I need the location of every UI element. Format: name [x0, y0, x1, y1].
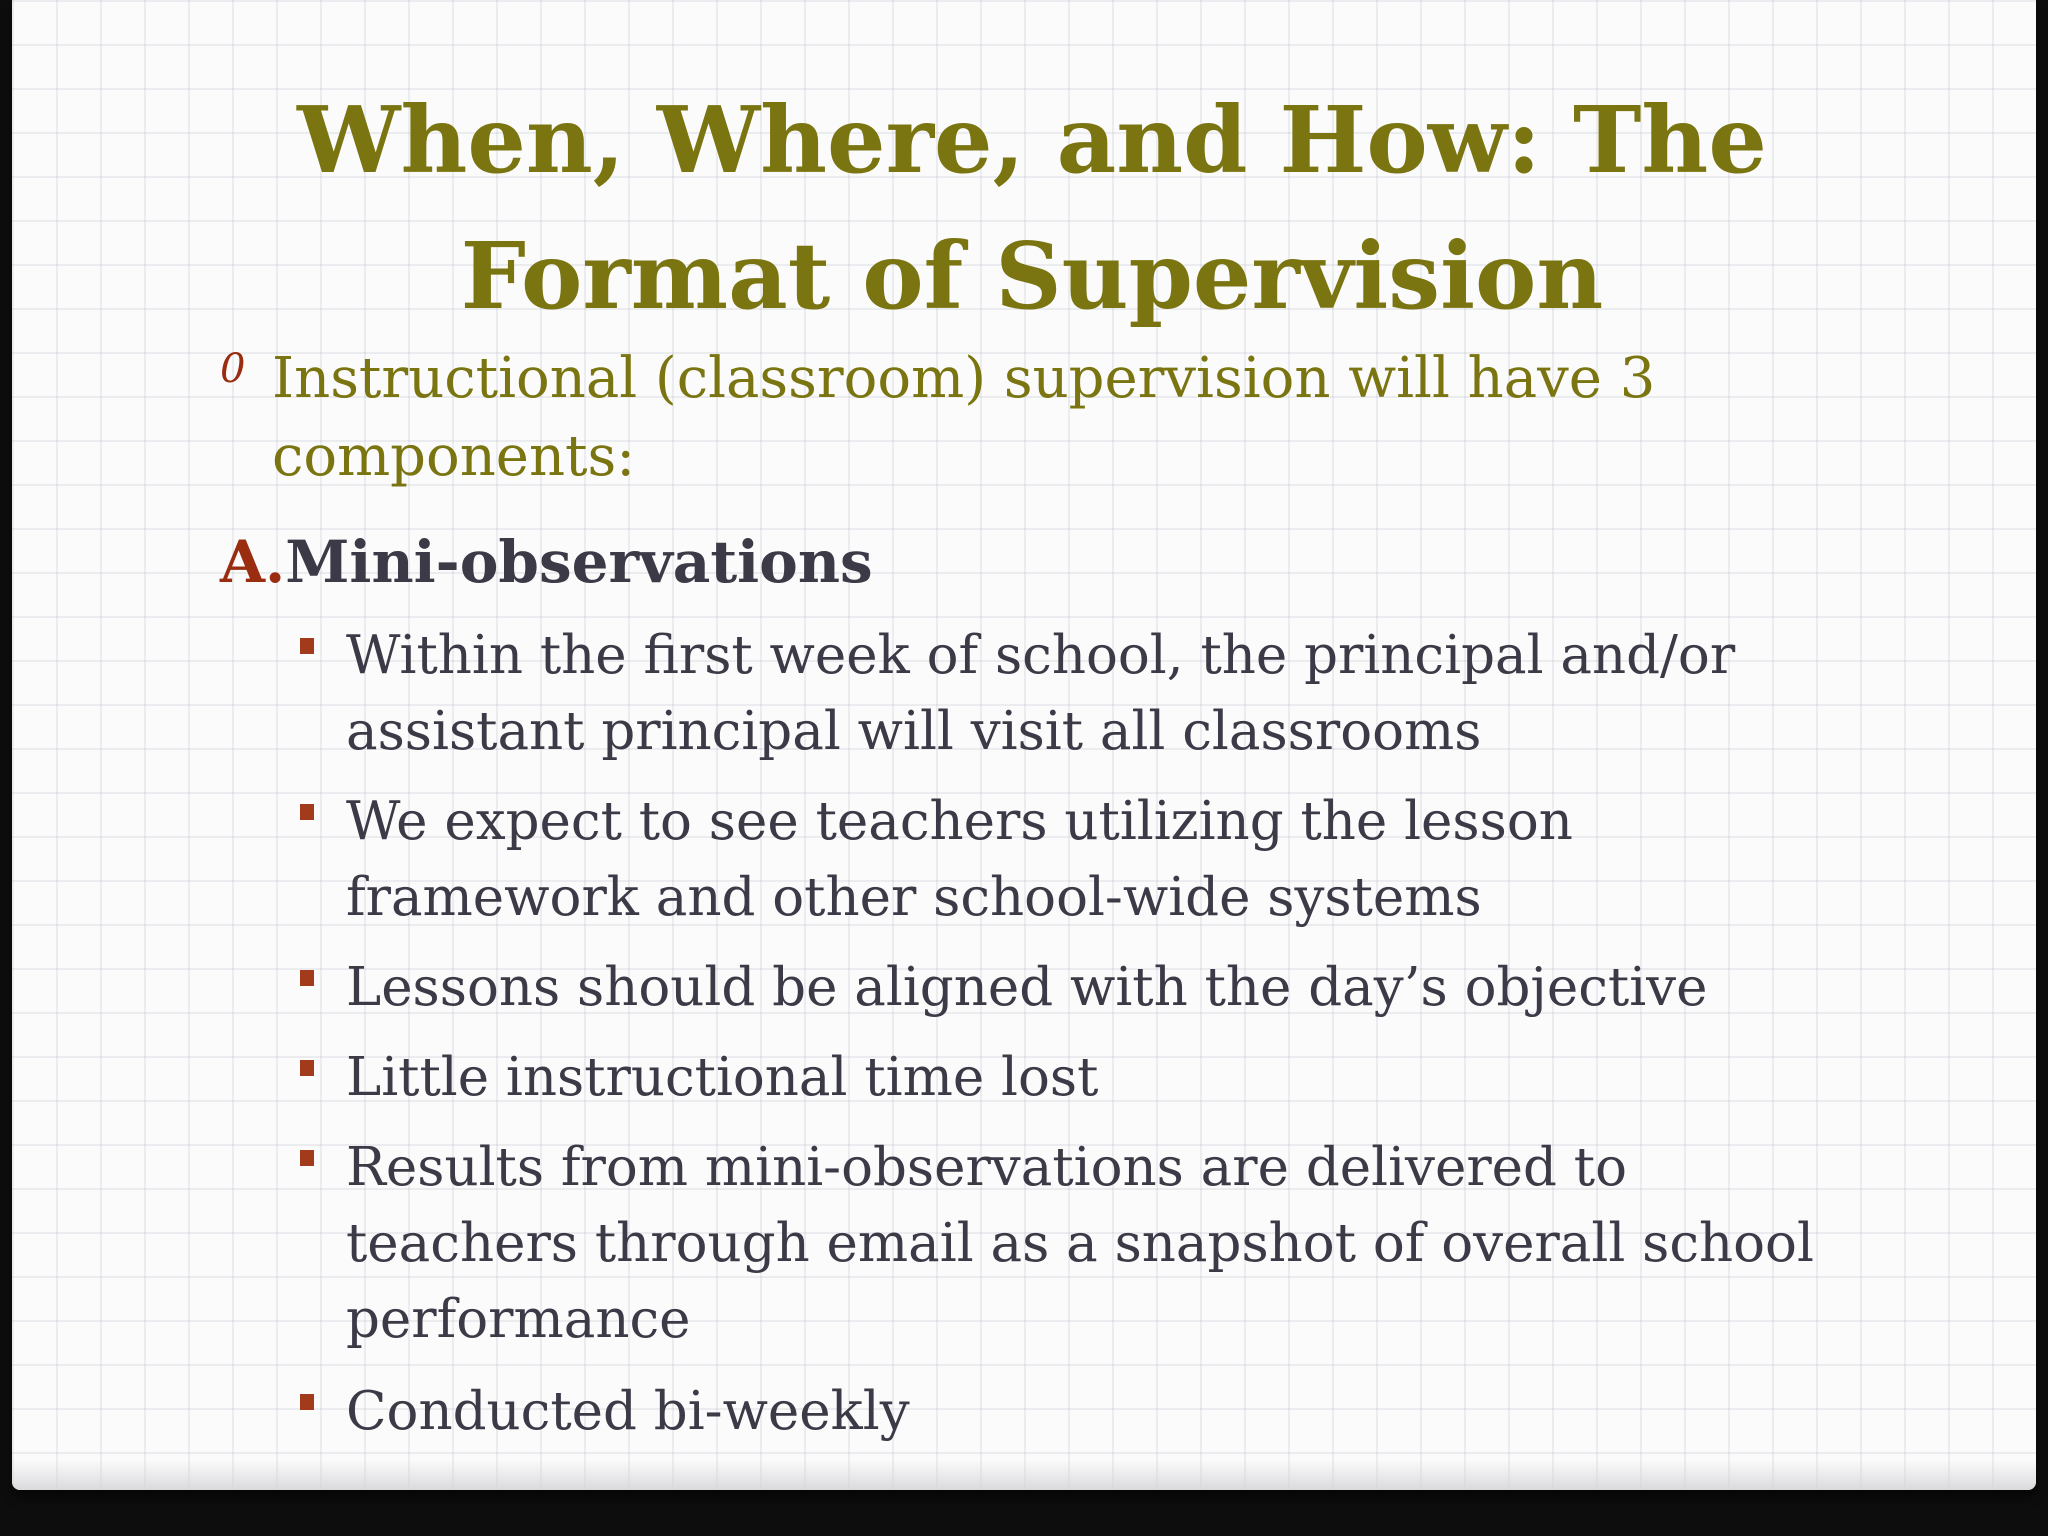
list-item-line: Results from mini-observations are delivered to: [346, 1137, 1628, 1198]
section-heading-a: [220, 522, 873, 602]
list-item-line: Conducted bi-weekly: [346, 1381, 910, 1442]
list-item: [300, 1040, 1860, 1116]
intro-text-line-1: Instructional (classroom) supervision will have 3: [272, 346, 1656, 411]
list-item: [300, 950, 1860, 1026]
list-item-line: Lessons should be aligned with the day’s objective: [346, 957, 1708, 1018]
square-bullet-icon: [300, 1060, 314, 1076]
square-bullet-icon: [300, 804, 314, 820]
list-item-text: [346, 1130, 1860, 1358]
slide-title-line-2: Format of Supervision: [460, 222, 1604, 330]
list-item-line: teachers through email as a snapshot of overall school: [346, 1213, 1814, 1274]
intro-text-line-2: components:: [272, 424, 636, 489]
intro-bullet-item: [220, 340, 1770, 496]
list-item-text: [346, 1374, 1860, 1450]
list-item-line: Within the first week of school, the principal and/or: [346, 625, 1736, 686]
list-item: [300, 618, 1860, 770]
square-bullet-icon: [300, 1150, 314, 1166]
list-item-line: framework and other school-wide systems: [346, 867, 1482, 928]
slide: [12, 0, 2036, 1490]
list-item-line: We expect to see teachers utilizing the lesson: [346, 791, 1573, 852]
square-bullet-icon: [300, 970, 314, 986]
list-item-text: [346, 784, 1860, 936]
list-item: [300, 1374, 1860, 1450]
slide-title-line-1: When, Where, and How: The: [297, 86, 1767, 194]
slide-title: [132, 72, 1932, 344]
square-bullet-icon: [300, 1394, 314, 1410]
zero-bullet-icon: 0: [220, 346, 246, 392]
list-item: [300, 1130, 1860, 1358]
list-item-text: [346, 1040, 1860, 1116]
list-item-line: Little instructional time lost: [346, 1047, 1099, 1108]
list-item-text: [346, 618, 1860, 770]
list-item: [300, 784, 1860, 936]
square-bullet-icon: [300, 638, 314, 654]
intro-text: [272, 340, 1770, 496]
list-item-line: assistant principal will visit all classrooms: [346, 701, 1482, 762]
list-item-text: [346, 950, 1860, 1026]
section-marker: A.: [220, 528, 286, 596]
list-item-line: performance: [346, 1289, 691, 1350]
section-label: Mini-observations: [285, 528, 873, 596]
